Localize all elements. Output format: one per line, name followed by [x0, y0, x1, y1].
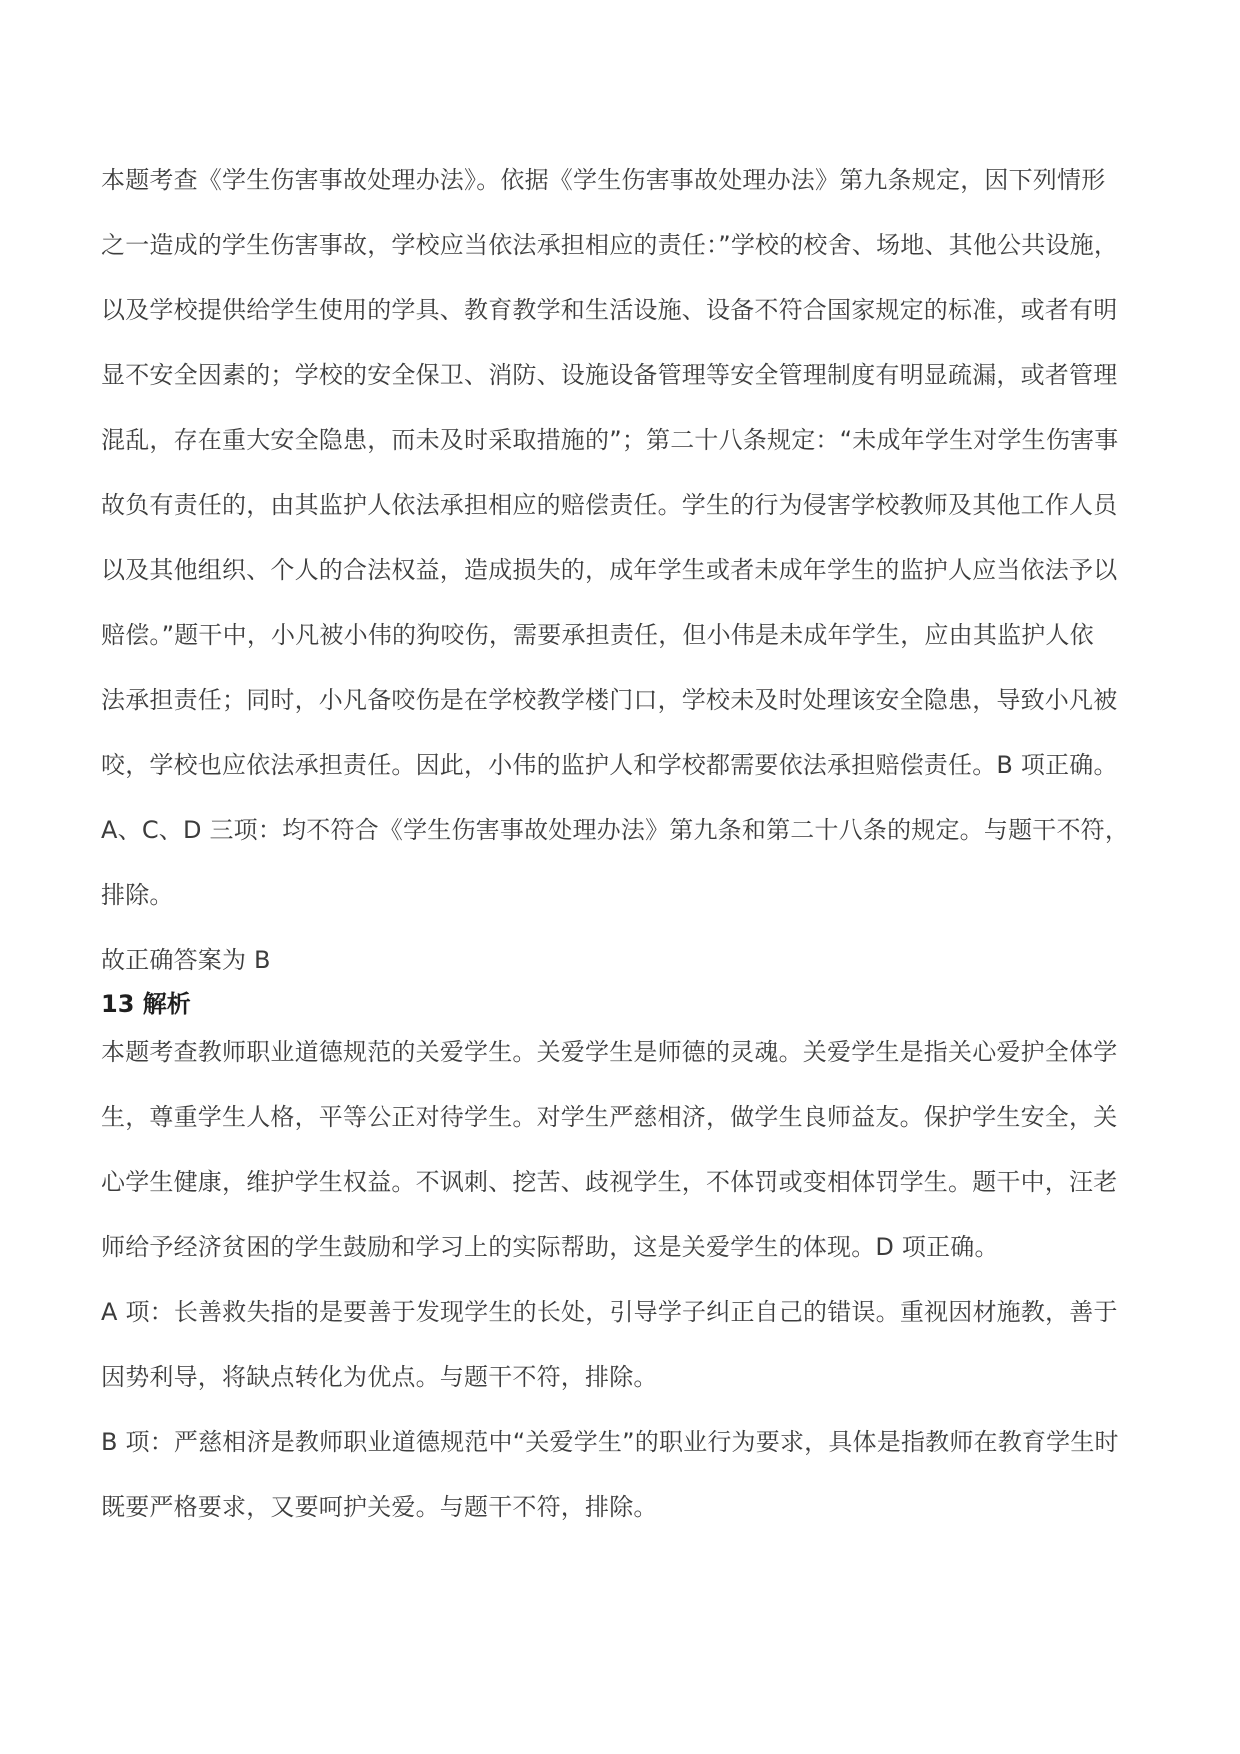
paragraph-line: 以及学校提供给学生使用的学具、教育教学和生活设施、设备不符合国家规定的标准，或者有明	[101, 296, 1118, 324]
paragraph-line: 故负有责任的，由其监护人依法承担相应的赔偿责任。学生的行为侵害学校教师及其他工作人员	[101, 491, 1118, 519]
option-a-line: 因势利导，将缺点转化为优点。与题干不符，排除。	[101, 1363, 658, 1391]
paragraph-line: 生，尊重学生人格，平等公正对待学生。对学生严慈相济，做学生良师益友。保护学生安全，关	[101, 1103, 1118, 1131]
paragraph-line: 以及其他组织、个人的合法权益，造成损失的，成年学生或者未成年学生的监护人应当依法予以	[101, 556, 1118, 584]
paragraph-line: 师给予经济贫困的学生鼓励和学习上的实际帮助，这是关爱学生的体现。D 项正确。	[101, 1233, 999, 1261]
paragraph-line: 赔偿。”题干中，小凡被小伟的狗咬伤，需要承担责任，但小伟是未成年学生，应由其监护人依	[101, 621, 1094, 649]
paragraph-line: 显不安全因素的；学校的安全保卫、消防、设施设备管理等安全管理制度有明显疏漏，或者管理	[101, 361, 1118, 389]
paragraph-line: 混乱，存在重大安全隐患，而未及时采取措施的”；第二十八条规定：“未成年学生对学生伤害事	[101, 426, 1119, 454]
analysis-13-section	[101, 1034, 1151, 1554]
paragraph-line: 法承担责任；同时，小凡备咬伤是在学校教学楼门口，学校未及时处理该安全隐患，导致小凡被	[101, 686, 1118, 714]
option-b-line: B 项：严慈相济是教师职业道德规范中“关爱学生”的职业行为要求，具体是指教师在教育学生时	[101, 1428, 1119, 1456]
paragraph-line: 本题考查教师职业道德规范的关爱学生。关爱学生是师德的灵魂。关爱学生是指关心爱护全体学	[101, 1038, 1118, 1066]
paragraph-line: 咬，学校也应依法承担责任。因此，小伟的监护人和学校都需要依法承担赔偿责任。B 项正确。	[101, 751, 1118, 779]
answer-conclusion: 故正确答案为 B	[101, 946, 271, 974]
paragraph-line: 心学生健康，维护学生权益。不讽刺、挖苦、歧视学生，不体罚或变相体罚学生。题干中，汪老	[101, 1168, 1118, 1196]
analysis-12-section	[101, 162, 1151, 1007]
option-acd-line: 排除。	[101, 881, 174, 909]
option-b-line: 既要严格要求，又要呵护关爱。与题干不符，排除。	[101, 1493, 658, 1521]
paragraph-line: 本题考查《学生伤害事故处理办法》。依据《学生伤害事故处理办法》第九条规定，因下列情形	[101, 166, 1106, 194]
option-a-line: A 项：长善救失指的是要善于发现学生的长处，引导学子纠正自己的错误。重视因材施教，善于	[101, 1298, 1118, 1326]
paragraph-line: 之一造成的学生伤害事故，学校应当依法承担相应的责任：”学校的校舍、场地、其他公共设施，	[101, 231, 1119, 259]
option-acd-line: A、C、D 三项：均不符合《学生伤害事故处理办法》第九条和第二十八条的规定。与题干不符，	[101, 816, 1130, 844]
section-heading: 13 解析	[101, 990, 191, 1018]
